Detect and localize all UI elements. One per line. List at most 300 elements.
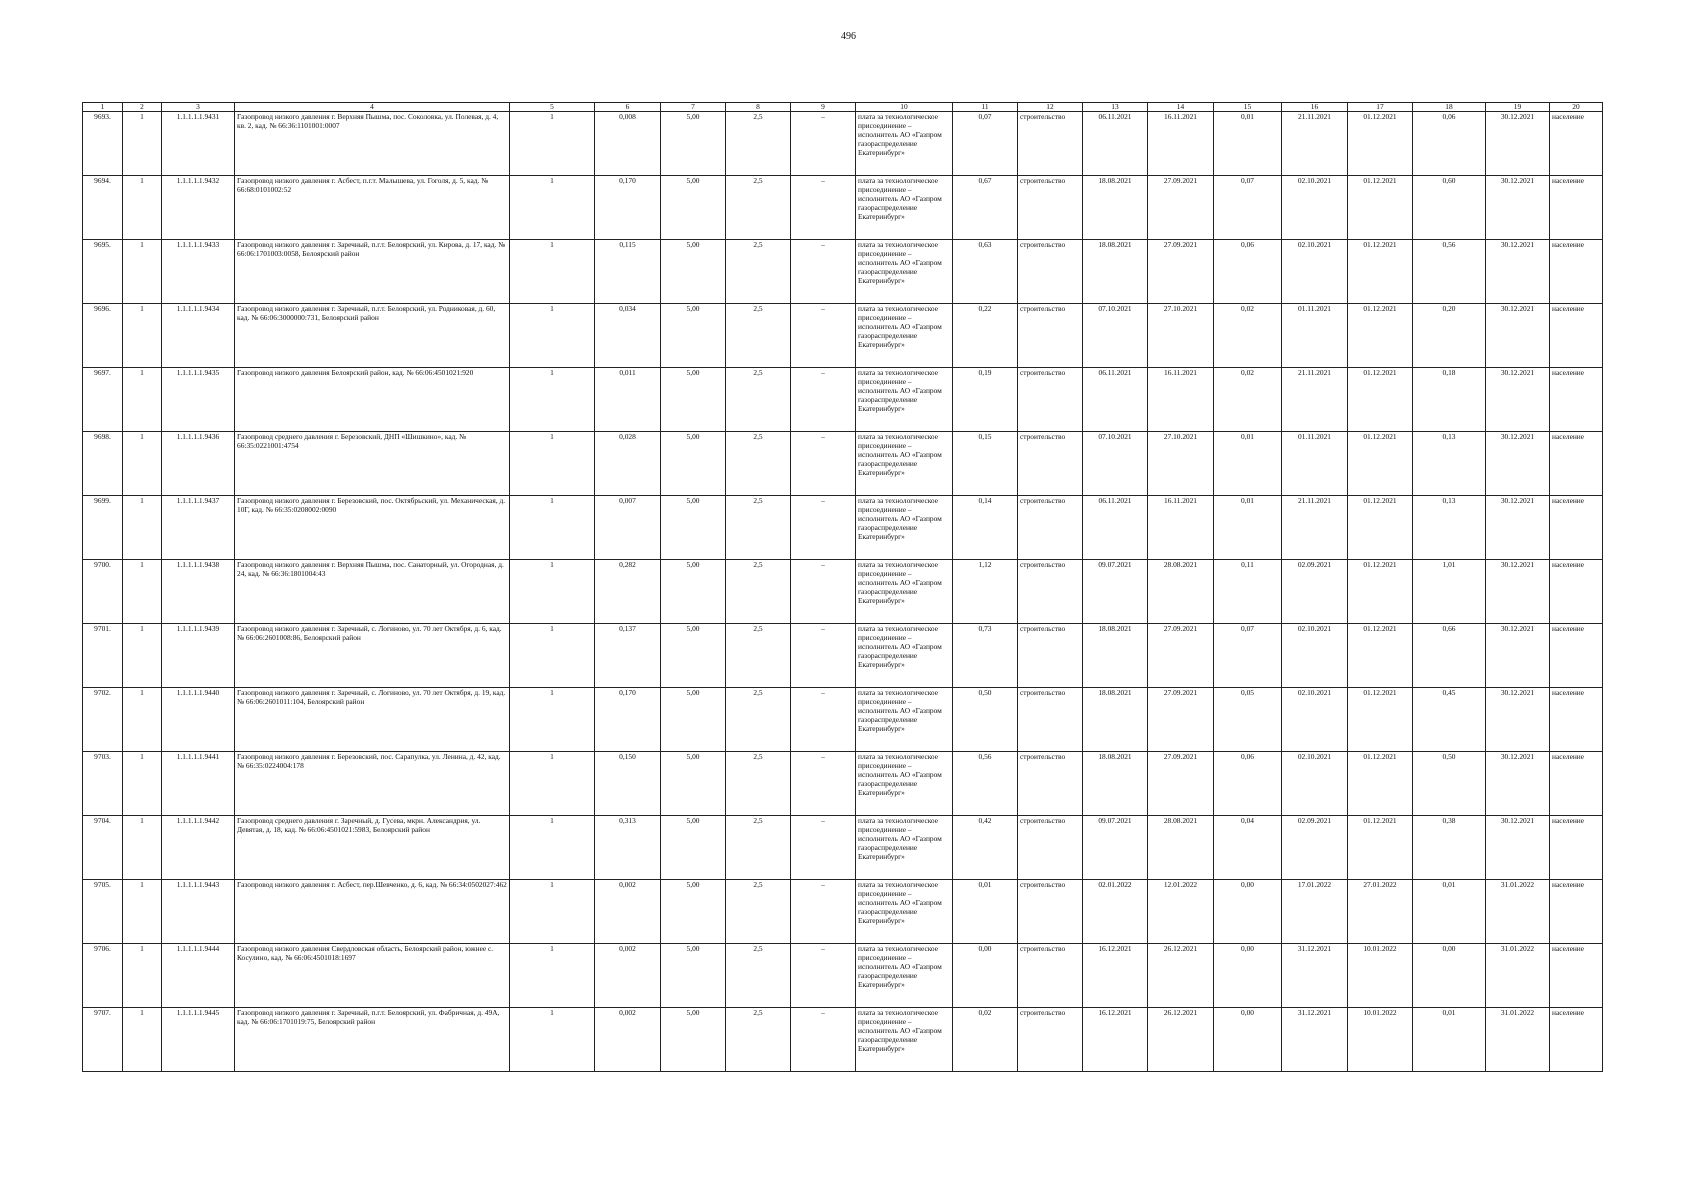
col-15-cell: 0,05 — [1214, 688, 1282, 752]
work-type-cell: строительство — [1018, 432, 1083, 496]
description-cell: Газопровод низкого давления Свердловская область, Белоярский район, южнее с. Косулино, кад. № 66:06:4501018:1697 — [235, 944, 510, 1008]
row-number-cell: 9707. — [83, 1008, 123, 1072]
fee-text-cell: плата за технологическое присоединение – исполнитель АО «Газпром газораспределение Екатеринбург» — [856, 624, 953, 688]
col-6-cell: 0,282 — [595, 560, 661, 624]
col-15-cell: 0,02 — [1214, 368, 1282, 432]
col-6-cell: 0,002 — [595, 944, 661, 1008]
category-cell: население — [1550, 176, 1603, 240]
col-15-cell: 0,00 — [1214, 944, 1282, 1008]
col-5-cell: 1 — [510, 368, 595, 432]
col-13-cell: 06.11.2021 — [1083, 112, 1148, 176]
description-cell: Газопровод низкого давления г. Заречный, п.г.т. Белоярский, ул. Фабричная, д. 49А, кад. № 66:06:1701019:75, Белоярский район — [235, 1008, 510, 1072]
col-13-cell: 18.08.2021 — [1083, 752, 1148, 816]
col-17-cell: 01.12.2021 — [1348, 752, 1413, 816]
col-8-cell: 2,5 — [726, 688, 791, 752]
col-5-cell: 1 — [510, 816, 595, 880]
col-13-cell: 02.01.2022 — [1083, 880, 1148, 944]
col-5-cell: 1 — [510, 112, 595, 176]
fee-text-cell: плата за технологическое присоединение – исполнитель АО «Газпром газораспределение Екатеринбург» — [856, 560, 953, 624]
col-19-cell: 30.12.2021 — [1486, 624, 1550, 688]
col-15-cell: 0,01 — [1214, 432, 1282, 496]
work-type-cell: строительство — [1018, 240, 1083, 304]
col-7-cell: 5,00 — [661, 880, 726, 944]
col-9-cell: – — [791, 560, 856, 624]
col-2-cell: 1 — [123, 752, 162, 816]
col-2-cell: 1 — [123, 944, 162, 1008]
col-13-cell: 18.08.2021 — [1083, 624, 1148, 688]
work-type-cell: строительство — [1018, 560, 1083, 624]
col-16-cell: 02.10.2021 — [1282, 752, 1348, 816]
col-9-cell: – — [791, 368, 856, 432]
col-13-cell: 16.12.2021 — [1083, 1008, 1148, 1072]
col-17-cell: 01.12.2021 — [1348, 560, 1413, 624]
col-17-cell: 01.12.2021 — [1348, 816, 1413, 880]
table-row — [83, 688, 1603, 752]
col-18-cell: 0,56 — [1413, 240, 1486, 304]
col-18-cell: 0,01 — [1413, 880, 1486, 944]
row-number-cell: 9702. — [83, 688, 123, 752]
fee-text-cell: плата за технологическое присоединение – исполнитель АО «Газпром газораспределение Екатеринбург» — [856, 368, 953, 432]
col-5-cell: 1 — [510, 752, 595, 816]
col-17-cell: 01.12.2021 — [1348, 240, 1413, 304]
code-cell: 1.1.1.1.1.9436 — [162, 432, 235, 496]
col-13-cell: 16.12.2021 — [1083, 944, 1148, 1008]
column-number-7: 7 — [661, 103, 726, 112]
category-cell: население — [1550, 816, 1603, 880]
row-number-cell: 9701. — [83, 624, 123, 688]
col-16-cell: 01.11.2021 — [1282, 432, 1348, 496]
column-number-11: 11 — [953, 103, 1018, 112]
table-row — [83, 304, 1603, 368]
col-13-cell: 07.10.2021 — [1083, 304, 1148, 368]
col-2-cell: 1 — [123, 240, 162, 304]
col-9-cell: – — [791, 176, 856, 240]
col-17-cell: 01.12.2021 — [1348, 688, 1413, 752]
column-number-18: 18 — [1413, 103, 1486, 112]
code-cell: 1.1.1.1.1.9438 — [162, 560, 235, 624]
col-19-cell: 30.12.2021 — [1486, 496, 1550, 560]
fee-text-cell: плата за технологическое присоединение – исполнитель АО «Газпром газораспределение Екатеринбург» — [856, 880, 953, 944]
col-11-cell: 0,73 — [953, 624, 1018, 688]
col-17-cell: 10.01.2022 — [1348, 1008, 1413, 1072]
col-18-cell: 0,06 — [1413, 112, 1486, 176]
col-13-cell: 09.07.2021 — [1083, 560, 1148, 624]
col-13-cell: 18.08.2021 — [1083, 240, 1148, 304]
col-16-cell: 02.09.2021 — [1282, 816, 1348, 880]
row-number-cell: 9700. — [83, 560, 123, 624]
col-17-cell: 01.12.2021 — [1348, 112, 1413, 176]
row-number-cell: 9693. — [83, 112, 123, 176]
code-cell: 1.1.1.1.1.9431 — [162, 112, 235, 176]
col-2-cell: 1 — [123, 304, 162, 368]
column-number-8: 8 — [726, 103, 791, 112]
description-cell: Газопровод низкого давления г. Асбест, п.г.т. Малышева, ул. Гоголя, д. 5, кад. № 66:68:0101002:52 — [235, 176, 510, 240]
col-18-cell: 0,00 — [1413, 944, 1486, 1008]
col-17-cell: 27.01.2022 — [1348, 880, 1413, 944]
col-18-cell: 0,45 — [1413, 688, 1486, 752]
description-cell: Газопровод низкого давления г. Верхняя Пышма, пос. Санаторный, ул. Огородная, д. 24, кад. № 66:36:1801004:43 — [235, 560, 510, 624]
col-13-cell: 06.11.2021 — [1083, 368, 1148, 432]
description-cell: Газопровод низкого давления г. Березовский, пос. Октябрьский, ул. Механическая, д. 10Г, кад. № 66:35:0208002:0090 — [235, 496, 510, 560]
col-14-cell: 27.09.2021 — [1148, 624, 1214, 688]
col-7-cell: 5,00 — [661, 176, 726, 240]
code-cell: 1.1.1.1.1.9445 — [162, 1008, 235, 1072]
work-type-cell: строительство — [1018, 944, 1083, 1008]
col-6-cell: 0,008 — [595, 112, 661, 176]
col-19-cell: 30.12.2021 — [1486, 688, 1550, 752]
table-row — [83, 1008, 1603, 1072]
col-9-cell: – — [791, 624, 856, 688]
col-16-cell: 17.01.2022 — [1282, 880, 1348, 944]
category-cell: население — [1550, 624, 1603, 688]
col-11-cell: 0,15 — [953, 432, 1018, 496]
col-5-cell: 1 — [510, 1008, 595, 1072]
col-19-cell: 30.12.2021 — [1486, 240, 1550, 304]
col-2-cell: 1 — [123, 432, 162, 496]
row-number-cell: 9705. — [83, 880, 123, 944]
description-cell: Газопровод низкого давления г. Березовский, пос. Сарапулка, ул. Ленина, д. 42, кад. № 66:35:0224004:178 — [235, 752, 510, 816]
col-11-cell: 0,56 — [953, 752, 1018, 816]
col-8-cell: 2,5 — [726, 176, 791, 240]
table-row — [83, 816, 1603, 880]
col-6-cell: 0,028 — [595, 432, 661, 496]
col-6-cell: 0,002 — [595, 880, 661, 944]
col-6-cell: 0,007 — [595, 496, 661, 560]
col-7-cell: 5,00 — [661, 240, 726, 304]
column-number-1: 1 — [83, 103, 123, 112]
col-8-cell: 2,5 — [726, 816, 791, 880]
register-table — [82, 102, 1603, 1072]
col-8-cell: 2,5 — [726, 624, 791, 688]
col-6-cell: 0,137 — [595, 624, 661, 688]
work-type-cell: строительство — [1018, 880, 1083, 944]
category-cell: население — [1550, 304, 1603, 368]
row-number-cell: 9699. — [83, 496, 123, 560]
code-cell: 1.1.1.1.1.9444 — [162, 944, 235, 1008]
category-cell: население — [1550, 944, 1603, 1008]
col-15-cell: 0,11 — [1214, 560, 1282, 624]
col-7-cell: 5,00 — [661, 368, 726, 432]
category-cell: население — [1550, 752, 1603, 816]
col-2-cell: 1 — [123, 112, 162, 176]
col-7-cell: 5,00 — [661, 624, 726, 688]
table-row — [83, 624, 1603, 688]
col-11-cell: 0,50 — [953, 688, 1018, 752]
fee-text-cell: плата за технологическое присоединение – исполнитель АО «Газпром газораспределение Екатеринбург» — [856, 1008, 953, 1072]
col-17-cell: 01.12.2021 — [1348, 304, 1413, 368]
col-8-cell: 2,5 — [726, 496, 791, 560]
col-2-cell: 1 — [123, 560, 162, 624]
col-11-cell: 1,12 — [953, 560, 1018, 624]
col-9-cell: – — [791, 304, 856, 368]
col-15-cell: 0,00 — [1214, 1008, 1282, 1072]
category-cell: население — [1550, 368, 1603, 432]
col-16-cell: 01.11.2021 — [1282, 304, 1348, 368]
col-14-cell: 28.08.2021 — [1148, 560, 1214, 624]
col-8-cell: 2,5 — [726, 432, 791, 496]
col-19-cell: 30.12.2021 — [1486, 816, 1550, 880]
col-7-cell: 5,00 — [661, 432, 726, 496]
col-9-cell: – — [791, 752, 856, 816]
table-body — [83, 112, 1603, 1072]
col-15-cell: 0,01 — [1214, 112, 1282, 176]
col-15-cell: 0,07 — [1214, 176, 1282, 240]
col-16-cell: 31.12.2021 — [1282, 1008, 1348, 1072]
col-14-cell: 27.09.2021 — [1148, 752, 1214, 816]
col-18-cell: 0,20 — [1413, 304, 1486, 368]
col-17-cell: 01.12.2021 — [1348, 496, 1413, 560]
col-9-cell: – — [791, 688, 856, 752]
col-7-cell: 5,00 — [661, 1008, 726, 1072]
col-17-cell: 01.12.2021 — [1348, 176, 1413, 240]
row-number-cell: 9695. — [83, 240, 123, 304]
col-7-cell: 5,00 — [661, 688, 726, 752]
col-8-cell: 2,5 — [726, 368, 791, 432]
col-6-cell: 0,002 — [595, 1008, 661, 1072]
col-19-cell: 30.12.2021 — [1486, 560, 1550, 624]
col-5-cell: 1 — [510, 944, 595, 1008]
col-9-cell: – — [791, 816, 856, 880]
col-14-cell: 27.10.2021 — [1148, 304, 1214, 368]
table-row — [83, 112, 1603, 176]
col-11-cell: 0,22 — [953, 304, 1018, 368]
work-type-cell: строительство — [1018, 816, 1083, 880]
fee-text-cell: плата за технологическое присоединение – исполнитель АО «Газпром газораспределение Екатеринбург» — [856, 688, 953, 752]
col-18-cell: 0,66 — [1413, 624, 1486, 688]
col-17-cell: 01.12.2021 — [1348, 624, 1413, 688]
col-16-cell: 31.12.2021 — [1282, 944, 1348, 1008]
col-18-cell: 0,18 — [1413, 368, 1486, 432]
col-14-cell: 27.10.2021 — [1148, 432, 1214, 496]
fee-text-cell: плата за технологическое присоединение – исполнитель АО «Газпром газораспределение Екатеринбург» — [856, 112, 953, 176]
col-14-cell: 16.11.2021 — [1148, 368, 1214, 432]
col-19-cell: 30.12.2021 — [1486, 112, 1550, 176]
col-15-cell: 0,07 — [1214, 624, 1282, 688]
col-7-cell: 5,00 — [661, 496, 726, 560]
column-number-2: 2 — [123, 103, 162, 112]
column-number-5: 5 — [510, 103, 595, 112]
col-19-cell: 30.12.2021 — [1486, 304, 1550, 368]
col-14-cell: 27.09.2021 — [1148, 240, 1214, 304]
col-9-cell: – — [791, 1008, 856, 1072]
col-7-cell: 5,00 — [661, 944, 726, 1008]
col-14-cell: 27.09.2021 — [1148, 688, 1214, 752]
table-row — [83, 752, 1603, 816]
col-11-cell: 0,42 — [953, 816, 1018, 880]
col-15-cell: 0,06 — [1214, 752, 1282, 816]
col-14-cell: 26.12.2021 — [1148, 944, 1214, 1008]
category-cell: население — [1550, 112, 1603, 176]
col-17-cell: 01.12.2021 — [1348, 368, 1413, 432]
row-number-cell: 9694. — [83, 176, 123, 240]
work-type-cell: строительство — [1018, 496, 1083, 560]
code-cell: 1.1.1.1.1.9441 — [162, 752, 235, 816]
table-row — [83, 944, 1603, 1008]
col-5-cell: 1 — [510, 240, 595, 304]
col-18-cell: 0,60 — [1413, 176, 1486, 240]
col-16-cell: 21.11.2021 — [1282, 368, 1348, 432]
col-18-cell: 0,13 — [1413, 496, 1486, 560]
col-15-cell: 0,00 — [1214, 880, 1282, 944]
col-8-cell: 2,5 — [726, 880, 791, 944]
col-11-cell: 0,00 — [953, 944, 1018, 1008]
work-type-cell: строительство — [1018, 368, 1083, 432]
category-cell: население — [1550, 560, 1603, 624]
work-type-cell: строительство — [1018, 176, 1083, 240]
column-number-16: 16 — [1282, 103, 1348, 112]
col-18-cell: 0,13 — [1413, 432, 1486, 496]
col-6-cell: 0,115 — [595, 240, 661, 304]
column-number-20: 20 — [1550, 103, 1603, 112]
table-row — [83, 496, 1603, 560]
description-cell: Газопровод низкого давления г. Верхняя Пышма, пос. Соколовка, ул. Полевая, д. 4, кв. 2, кад. № 66:36:1101001:0007 — [235, 112, 510, 176]
col-8-cell: 2,5 — [726, 304, 791, 368]
code-cell: 1.1.1.1.1.9440 — [162, 688, 235, 752]
col-13-cell: 18.08.2021 — [1083, 688, 1148, 752]
col-13-cell: 18.08.2021 — [1083, 176, 1148, 240]
col-19-cell: 30.12.2021 — [1486, 176, 1550, 240]
col-14-cell: 28.08.2021 — [1148, 816, 1214, 880]
col-19-cell: 30.12.2021 — [1486, 752, 1550, 816]
col-15-cell: 0,02 — [1214, 304, 1282, 368]
description-cell: Газопровод низкого давления г. Заречный, с. Логиново, ул. 70 лет Октября, д. 6, кад. № 66:06:2601008:86, Белоярский район — [235, 624, 510, 688]
col-18-cell: 0,50 — [1413, 752, 1486, 816]
col-9-cell: – — [791, 880, 856, 944]
table-row — [83, 880, 1603, 944]
col-14-cell: 16.11.2021 — [1148, 112, 1214, 176]
column-number-6: 6 — [595, 103, 661, 112]
work-type-cell: строительство — [1018, 304, 1083, 368]
work-type-cell: строительство — [1018, 112, 1083, 176]
col-8-cell: 2,5 — [726, 240, 791, 304]
code-cell: 1.1.1.1.1.9435 — [162, 368, 235, 432]
col-15-cell: 0,04 — [1214, 816, 1282, 880]
row-number-cell: 9697. — [83, 368, 123, 432]
col-11-cell: 0,67 — [953, 176, 1018, 240]
table-row — [83, 368, 1603, 432]
description-cell: Газопровод низкого давления г. Асбест, пер.Шевченко, д. 6, кад. № 66:34:0502027:462 — [235, 880, 510, 944]
col-14-cell: 27.09.2021 — [1148, 176, 1214, 240]
col-9-cell: – — [791, 432, 856, 496]
code-cell: 1.1.1.1.1.9432 — [162, 176, 235, 240]
column-number-9: 9 — [791, 103, 856, 112]
col-2-cell: 1 — [123, 1008, 162, 1072]
col-6-cell: 0,150 — [595, 752, 661, 816]
col-8-cell: 2,5 — [726, 560, 791, 624]
col-11-cell: 0,63 — [953, 240, 1018, 304]
row-number-cell: 9698. — [83, 432, 123, 496]
col-18-cell: 0,01 — [1413, 1008, 1486, 1072]
col-2-cell: 1 — [123, 816, 162, 880]
code-cell: 1.1.1.1.1.9437 — [162, 496, 235, 560]
col-7-cell: 5,00 — [661, 304, 726, 368]
col-9-cell: – — [791, 112, 856, 176]
table-row — [83, 560, 1603, 624]
col-14-cell: 16.11.2021 — [1148, 496, 1214, 560]
col-9-cell: – — [791, 944, 856, 1008]
fee-text-cell: плата за технологическое присоединение – исполнитель АО «Газпром газораспределение Екатеринбург» — [856, 240, 953, 304]
col-5-cell: 1 — [510, 880, 595, 944]
description-cell: Газопровод низкого давления г. Заречный, с. Логиново, ул. 70 лет Октября, д. 19, кад. № 66:06:2601011:104, Белоярский район — [235, 688, 510, 752]
col-16-cell: 21.11.2021 — [1282, 496, 1348, 560]
col-8-cell: 2,5 — [726, 752, 791, 816]
col-6-cell: 0,034 — [595, 304, 661, 368]
column-number-17: 17 — [1348, 103, 1413, 112]
col-13-cell: 09.07.2021 — [1083, 816, 1148, 880]
col-5-cell: 1 — [510, 624, 595, 688]
work-type-cell: строительство — [1018, 688, 1083, 752]
work-type-cell: строительство — [1018, 1008, 1083, 1072]
col-17-cell: 10.01.2022 — [1348, 944, 1413, 1008]
col-14-cell: 12.01.2022 — [1148, 880, 1214, 944]
col-17-cell: 01.12.2021 — [1348, 432, 1413, 496]
category-cell: население — [1550, 688, 1603, 752]
col-7-cell: 5,00 — [661, 752, 726, 816]
row-number-cell: 9706. — [83, 944, 123, 1008]
col-2-cell: 1 — [123, 688, 162, 752]
col-19-cell: 30.12.2021 — [1486, 432, 1550, 496]
col-11-cell: 0,14 — [953, 496, 1018, 560]
column-number-10: 10 — [856, 103, 953, 112]
column-number-19: 19 — [1486, 103, 1550, 112]
col-2-cell: 1 — [123, 368, 162, 432]
category-cell: население — [1550, 880, 1603, 944]
col-18-cell: 1,01 — [1413, 560, 1486, 624]
col-11-cell: 0,07 — [953, 112, 1018, 176]
col-5-cell: 1 — [510, 176, 595, 240]
col-11-cell: 0,19 — [953, 368, 1018, 432]
col-16-cell: 21.11.2021 — [1282, 112, 1348, 176]
col-5-cell: 1 — [510, 560, 595, 624]
column-number-row — [83, 103, 1603, 112]
col-9-cell: – — [791, 240, 856, 304]
category-cell: население — [1550, 1008, 1603, 1072]
column-number-3: 3 — [162, 103, 235, 112]
col-16-cell: 02.10.2021 — [1282, 688, 1348, 752]
description-cell: Газопровод среднего давления г. Березовский, ДНП «Шишкино», кад. № 66:35:0221001:4754 — [235, 432, 510, 496]
col-6-cell: 0,170 — [595, 176, 661, 240]
category-cell: население — [1550, 496, 1603, 560]
category-cell: население — [1550, 432, 1603, 496]
col-7-cell: 5,00 — [661, 816, 726, 880]
col-2-cell: 1 — [123, 176, 162, 240]
col-19-cell: 30.12.2021 — [1486, 368, 1550, 432]
col-5-cell: 1 — [510, 432, 595, 496]
col-2-cell: 1 — [123, 624, 162, 688]
fee-text-cell: плата за технологическое присоединение – исполнитель АО «Газпром газораспределение Екатеринбург» — [856, 176, 953, 240]
table-row — [83, 240, 1603, 304]
col-16-cell: 02.09.2021 — [1282, 560, 1348, 624]
col-5-cell: 1 — [510, 688, 595, 752]
column-number-15: 15 — [1214, 103, 1282, 112]
description-cell: Газопровод среднего давления г. Заречный, д. Гусева, мкрн. Александрия, ул. Девятая, д. 18, кад. № 66:06:4501021:5983, Белоярский район — [235, 816, 510, 880]
code-cell: 1.1.1.1.1.9439 — [162, 624, 235, 688]
col-6-cell: 0,170 — [595, 688, 661, 752]
col-2-cell: 1 — [123, 880, 162, 944]
row-number-cell: 9703. — [83, 752, 123, 816]
col-6-cell: 0,313 — [595, 816, 661, 880]
table-row — [83, 432, 1603, 496]
fee-text-cell: плата за технологическое присоединение – исполнитель АО «Газпром газораспределение Екатеринбург» — [856, 944, 953, 1008]
row-number-cell: 9696. — [83, 304, 123, 368]
col-16-cell: 02.10.2021 — [1282, 240, 1348, 304]
col-5-cell: 1 — [510, 496, 595, 560]
fee-text-cell: плата за технологическое присоединение – исполнитель АО «Газпром газораспределение Екатеринбург» — [856, 432, 953, 496]
col-7-cell: 5,00 — [661, 112, 726, 176]
table-row — [83, 176, 1603, 240]
col-9-cell: – — [791, 496, 856, 560]
description-cell: Газопровод низкого давления Белоярский район, кад. № 66:06:4501021:920 — [235, 368, 510, 432]
